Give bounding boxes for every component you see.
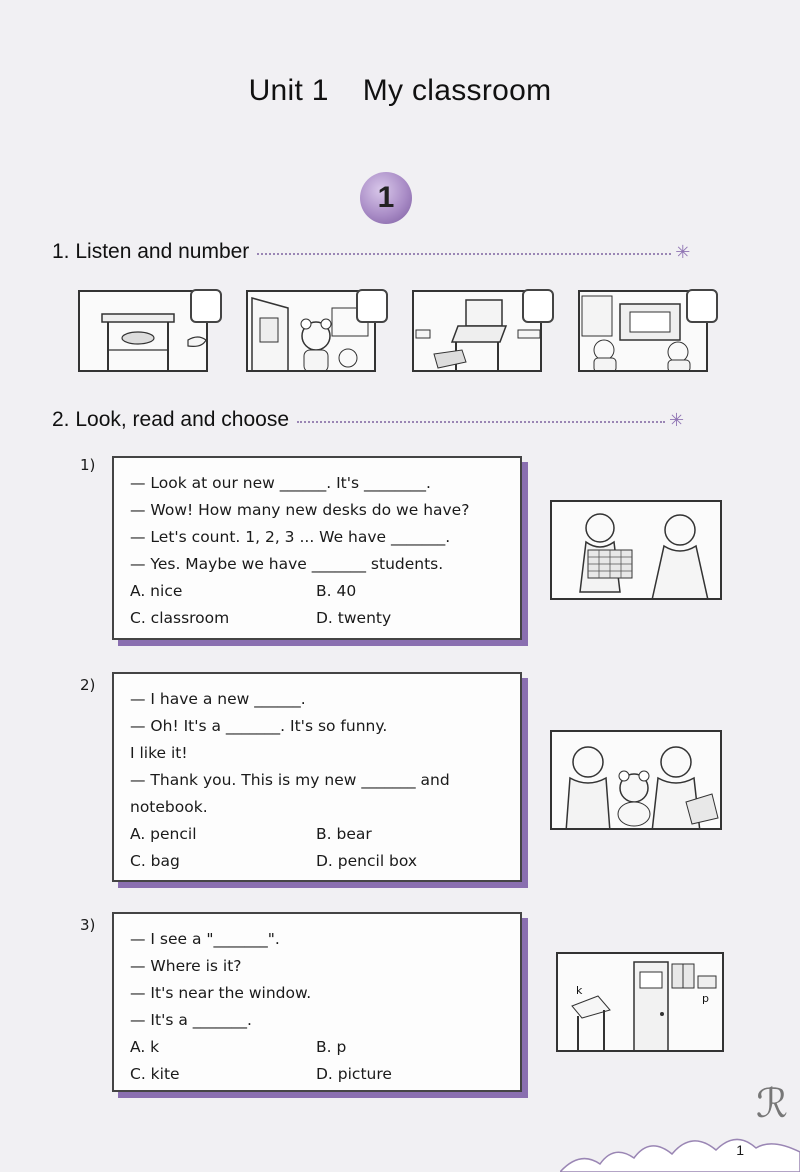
- question-3-dialog: [112, 912, 522, 1092]
- option-c[interactable]: C. bag: [130, 852, 180, 870]
- dialog-line: — Let's count. 1, 2, 3 ... We have _______.: [130, 528, 451, 546]
- scene-label-k: k: [576, 984, 583, 997]
- option-d[interactable]: D. twenty: [316, 609, 392, 627]
- dialog-line: notebook.: [130, 798, 208, 816]
- section-1-heading: [52, 240, 690, 264]
- question-1-number: 1): [80, 456, 96, 474]
- option-c[interactable]: C. classroom: [130, 609, 230, 627]
- publisher-logo: ℛ: [756, 1081, 788, 1126]
- unit-name: My classroom: [362, 74, 552, 107]
- dialog-line: — Yes. Maybe we have _______ students.: [130, 555, 444, 573]
- option-d[interactable]: D. pencil box: [316, 852, 418, 870]
- table-with-car-icon: [80, 292, 208, 372]
- lesson-number: 1: [377, 181, 395, 214]
- dialog-line: — Oh! It's a _______. It's so funny.: [130, 717, 388, 735]
- question-2-picture: [550, 730, 722, 830]
- dotted-divider: [297, 421, 665, 423]
- dialog-line: — Thank you. This is my new _______ and: [130, 771, 450, 789]
- question-3-picture: [556, 952, 724, 1052]
- star-icon: ✳: [669, 409, 685, 430]
- scene-label-p: p: [702, 992, 709, 1005]
- question-1-dialog: [112, 456, 522, 640]
- unit-label: Unit 1: [248, 74, 329, 107]
- listen-picture-1: [78, 290, 208, 372]
- dialog-line: — Wow! How many new desks do we have?: [130, 501, 470, 519]
- cloud-decoration-icon: [560, 1132, 800, 1172]
- section-2-title: 2. Look, read and choose: [52, 408, 290, 431]
- answer-box-1[interactable]: [190, 289, 222, 323]
- page-number: 1: [736, 1142, 744, 1158]
- question-2-dialog: [112, 672, 522, 882]
- girls-teddy-bear-icon: [552, 732, 722, 830]
- option-a[interactable]: A. pencil: [130, 825, 197, 843]
- option-a[interactable]: A. k: [130, 1038, 160, 1056]
- option-d[interactable]: D. picture: [316, 1065, 392, 1083]
- dialog-line: — Where is it?: [130, 957, 242, 975]
- dialog-line: — It's a _______.: [130, 1011, 252, 1029]
- dialog-line: — I have a new ______.: [130, 690, 306, 708]
- dialog-line: — I see a "_______".: [130, 930, 280, 948]
- section-1-title: 1. Listen and number: [52, 240, 250, 263]
- answer-box-3[interactable]: [522, 289, 554, 323]
- dialog-line: — It's near the window.: [130, 984, 312, 1002]
- option-c[interactable]: C. kite: [130, 1065, 180, 1083]
- answer-box-2[interactable]: [356, 289, 388, 323]
- answer-options: [130, 578, 504, 632]
- answer-options: [130, 821, 504, 875]
- option-a[interactable]: A. nice: [130, 582, 183, 600]
- dotted-divider: [257, 253, 671, 255]
- dialog-line: I like it!: [130, 744, 188, 762]
- option-b[interactable]: B. 40: [316, 582, 357, 600]
- section-2-heading: [52, 408, 684, 432]
- lesson-number-badge: [360, 172, 412, 224]
- page-title: [0, 74, 800, 108]
- question-2-number: 2): [80, 676, 96, 694]
- dialog-line: — Look at our new ______. It's ________.: [130, 474, 431, 492]
- star-icon: ✳: [675, 241, 691, 262]
- answer-box-4[interactable]: [686, 289, 718, 323]
- option-b[interactable]: B. bear: [316, 825, 372, 843]
- answer-options: [130, 1034, 504, 1088]
- classroom-door-window-icon: [558, 954, 724, 1052]
- option-b[interactable]: B. p: [316, 1038, 347, 1056]
- children-calendar-icon: [552, 502, 722, 600]
- question-3-number: 3): [80, 916, 96, 934]
- question-1-picture: [550, 500, 722, 600]
